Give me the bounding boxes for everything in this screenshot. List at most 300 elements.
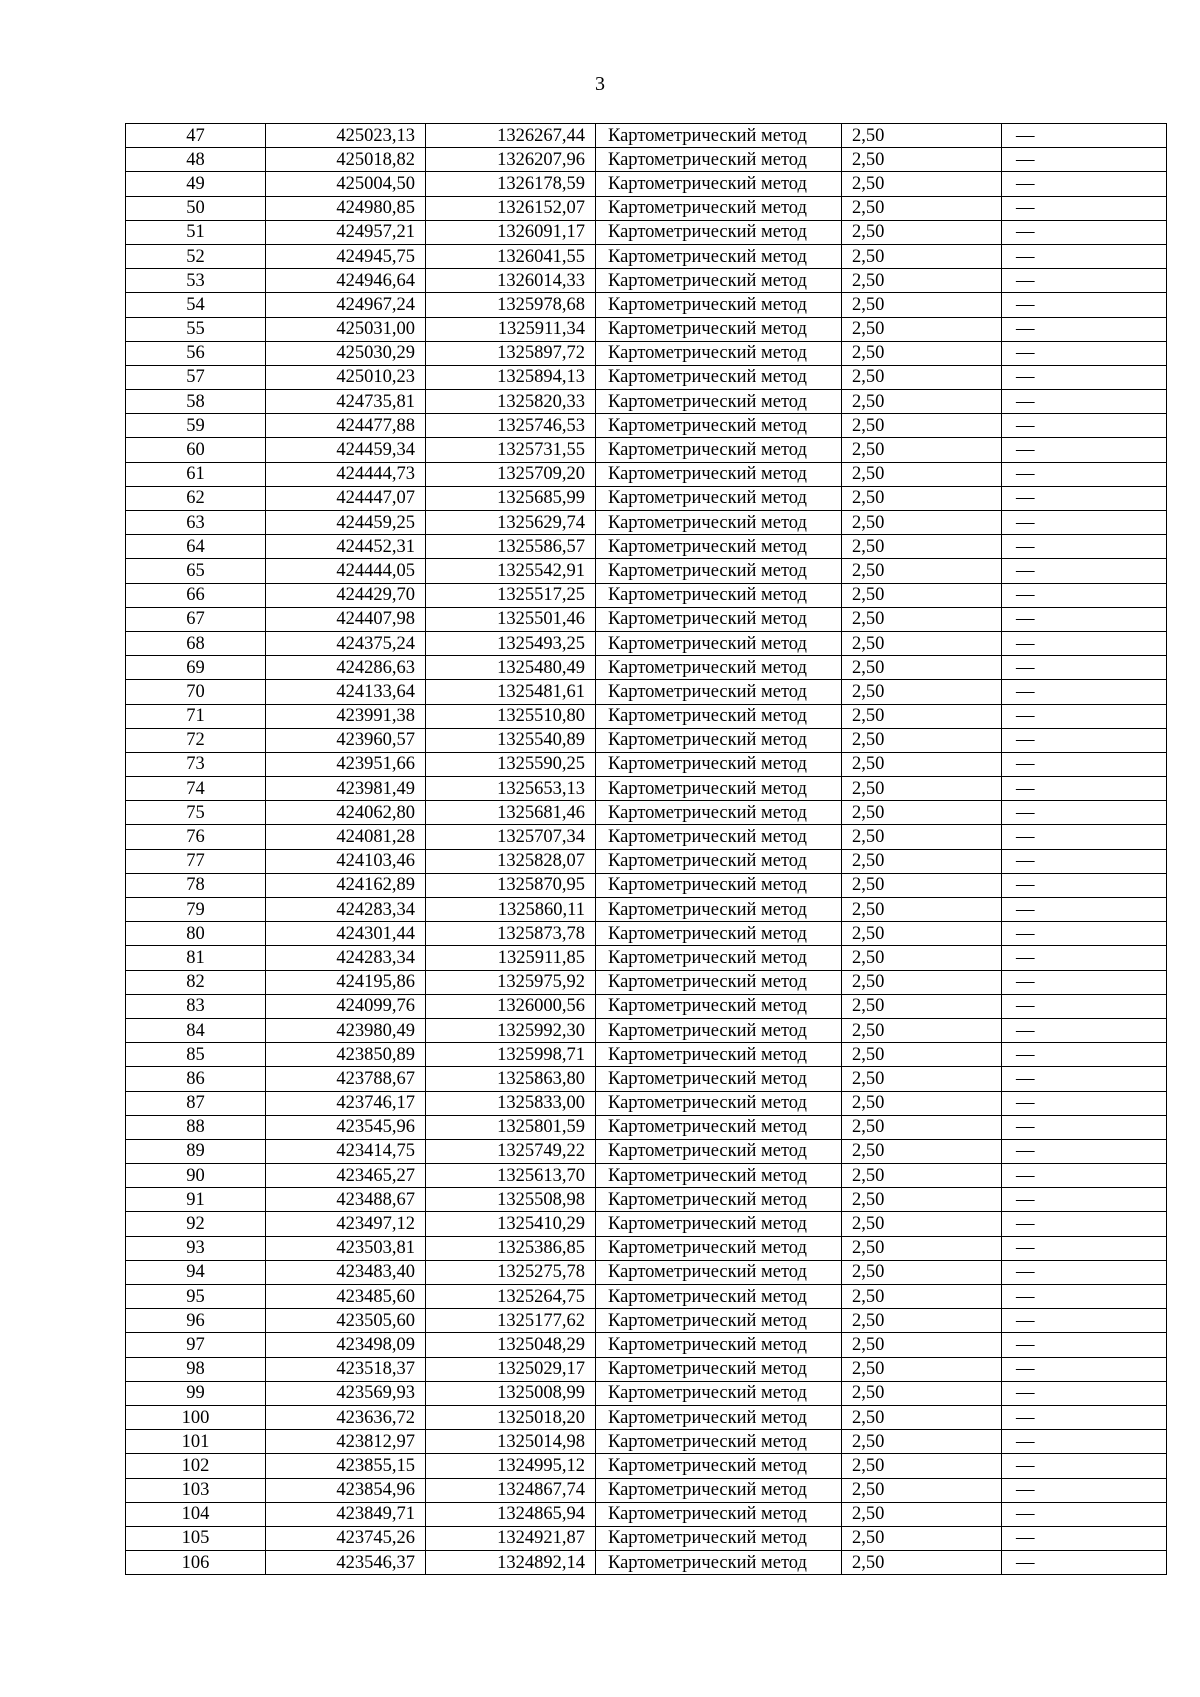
y-coordinate-cell: 1326207,96 — [426, 148, 596, 172]
method-cell: Картометрический метод — [596, 559, 842, 583]
accuracy-cell: 2,50 — [842, 1043, 1002, 1067]
accuracy-cell: 2,50 — [842, 1260, 1002, 1284]
description-cell: — — [1002, 486, 1167, 510]
method-cell: Картометрический метод — [596, 1454, 842, 1478]
x-coordinate-cell: 424283,34 — [266, 946, 426, 970]
point-number-cell: 89 — [126, 1139, 266, 1163]
accuracy-cell: 2,50 — [842, 704, 1002, 728]
description-cell: — — [1002, 414, 1167, 438]
accuracy-cell: 2,50 — [842, 390, 1002, 414]
description-cell: — — [1002, 1212, 1167, 1236]
accuracy-cell: 2,50 — [842, 1236, 1002, 1260]
table-row — [126, 365, 1167, 389]
description-cell: — — [1002, 390, 1167, 414]
table-row — [126, 317, 1167, 341]
description-cell: — — [1002, 124, 1167, 148]
x-coordinate-cell: 423854,96 — [266, 1478, 426, 1502]
x-coordinate-cell: 423483,40 — [266, 1260, 426, 1284]
method-cell: Картометрический метод — [596, 607, 842, 631]
table-row — [126, 124, 1167, 148]
table-row — [126, 1309, 1167, 1333]
y-coordinate-cell: 1325975,92 — [426, 970, 596, 994]
x-coordinate-cell: 423951,66 — [266, 752, 426, 776]
description-cell: — — [1002, 1526, 1167, 1550]
table-row — [126, 220, 1167, 244]
y-coordinate-cell: 1325707,34 — [426, 825, 596, 849]
y-coordinate-cell: 1325911,34 — [426, 317, 596, 341]
y-coordinate-cell: 1325828,07 — [426, 849, 596, 873]
point-number-cell: 52 — [126, 244, 266, 268]
accuracy-cell: 2,50 — [842, 970, 1002, 994]
description-cell: — — [1002, 1236, 1167, 1260]
y-coordinate-cell: 1325542,91 — [426, 559, 596, 583]
accuracy-cell: 2,50 — [842, 1091, 1002, 1115]
point-number-cell: 78 — [126, 873, 266, 897]
method-cell: Картометрический метод — [596, 1212, 842, 1236]
table-row — [126, 607, 1167, 631]
description-cell: — — [1002, 1357, 1167, 1381]
accuracy-cell: 2,50 — [842, 1067, 1002, 1091]
description-cell: — — [1002, 462, 1167, 486]
description-cell: — — [1002, 994, 1167, 1018]
accuracy-cell: 2,50 — [842, 1309, 1002, 1333]
table-row — [126, 1188, 1167, 1212]
accuracy-cell: 2,50 — [842, 1188, 1002, 1212]
table-row — [126, 1043, 1167, 1067]
x-coordinate-cell: 424444,05 — [266, 559, 426, 583]
table-row — [126, 777, 1167, 801]
accuracy-cell: 2,50 — [842, 124, 1002, 148]
point-number-cell: 99 — [126, 1381, 266, 1405]
table-row — [126, 631, 1167, 655]
method-cell: Картометрический метод — [596, 1333, 842, 1357]
method-cell: Картометрический метод — [596, 1188, 842, 1212]
page-number: 3 — [595, 73, 605, 95]
x-coordinate-cell: 424957,21 — [266, 220, 426, 244]
description-cell: — — [1002, 559, 1167, 583]
point-number-cell: 73 — [126, 752, 266, 776]
description-cell: — — [1002, 1381, 1167, 1405]
y-coordinate-cell: 1326000,56 — [426, 994, 596, 1018]
point-number-cell: 79 — [126, 898, 266, 922]
point-number-cell: 74 — [126, 777, 266, 801]
accuracy-cell: 2,50 — [842, 777, 1002, 801]
table-row — [126, 535, 1167, 559]
x-coordinate-cell: 425010,23 — [266, 365, 426, 389]
description-cell: — — [1002, 220, 1167, 244]
x-coordinate-cell: 424375,24 — [266, 631, 426, 655]
description-cell: — — [1002, 1115, 1167, 1139]
description-cell: — — [1002, 946, 1167, 970]
description-cell: — — [1002, 801, 1167, 825]
y-coordinate-cell: 1325501,46 — [426, 607, 596, 631]
table-row — [126, 1018, 1167, 1042]
accuracy-cell: 2,50 — [842, 486, 1002, 510]
x-coordinate-cell: 423518,37 — [266, 1357, 426, 1381]
description-cell: — — [1002, 535, 1167, 559]
y-coordinate-cell: 1326152,07 — [426, 196, 596, 220]
y-coordinate-cell: 1325586,57 — [426, 535, 596, 559]
description-cell: — — [1002, 341, 1167, 365]
method-cell: Картометрический метод — [596, 1381, 842, 1405]
accuracy-cell: 2,50 — [842, 1357, 1002, 1381]
y-coordinate-cell: 1325863,80 — [426, 1067, 596, 1091]
description-cell: — — [1002, 656, 1167, 680]
description-cell: — — [1002, 1164, 1167, 1188]
table-row — [126, 1139, 1167, 1163]
table-row — [126, 825, 1167, 849]
x-coordinate-cell: 424946,64 — [266, 269, 426, 293]
accuracy-cell: 2,50 — [842, 825, 1002, 849]
y-coordinate-cell: 1324995,12 — [426, 1454, 596, 1478]
x-coordinate-cell: 423788,67 — [266, 1067, 426, 1091]
y-coordinate-cell: 1325873,78 — [426, 922, 596, 946]
x-coordinate-cell: 425030,29 — [266, 341, 426, 365]
table-row — [126, 244, 1167, 268]
point-number-cell: 102 — [126, 1454, 266, 1478]
method-cell: Картометрический метод — [596, 486, 842, 510]
table-row — [126, 511, 1167, 535]
table-row — [126, 1212, 1167, 1236]
method-cell: Картометрический метод — [596, 365, 842, 389]
table-row — [126, 873, 1167, 897]
y-coordinate-cell: 1325629,74 — [426, 511, 596, 535]
x-coordinate-cell: 424283,34 — [266, 898, 426, 922]
description-cell: — — [1002, 438, 1167, 462]
method-cell: Картометрический метод — [596, 922, 842, 946]
method-cell: Картометрический метод — [596, 825, 842, 849]
point-number-cell: 91 — [126, 1188, 266, 1212]
method-cell: Картометрический метод — [596, 873, 842, 897]
point-number-cell: 63 — [126, 511, 266, 535]
table-row — [126, 1454, 1167, 1478]
accuracy-cell: 2,50 — [842, 583, 1002, 607]
description-cell: — — [1002, 317, 1167, 341]
y-coordinate-cell: 1325709,20 — [426, 462, 596, 486]
accuracy-cell: 2,50 — [842, 656, 1002, 680]
description-cell: — — [1002, 269, 1167, 293]
y-coordinate-cell: 1325685,99 — [426, 486, 596, 510]
description-cell: — — [1002, 752, 1167, 776]
accuracy-cell: 2,50 — [842, 317, 1002, 341]
method-cell: Картометрический метод — [596, 1043, 842, 1067]
x-coordinate-cell: 423414,75 — [266, 1139, 426, 1163]
accuracy-cell: 2,50 — [842, 148, 1002, 172]
method-cell: Картометрический метод — [596, 801, 842, 825]
point-number-cell: 72 — [126, 728, 266, 752]
description-cell: — — [1002, 293, 1167, 317]
accuracy-cell: 2,50 — [842, 1018, 1002, 1042]
table-row — [126, 704, 1167, 728]
y-coordinate-cell: 1325410,29 — [426, 1212, 596, 1236]
x-coordinate-cell: 424286,63 — [266, 656, 426, 680]
method-cell: Картометрический метод — [596, 196, 842, 220]
x-coordinate-cell: 424195,86 — [266, 970, 426, 994]
y-coordinate-cell: 1326091,17 — [426, 220, 596, 244]
table-row — [126, 922, 1167, 946]
method-cell: Картометрический метод — [596, 849, 842, 873]
point-number-cell: 77 — [126, 849, 266, 873]
point-number-cell: 62 — [126, 486, 266, 510]
description-cell: — — [1002, 1405, 1167, 1429]
table-row — [126, 1091, 1167, 1115]
y-coordinate-cell: 1324865,94 — [426, 1502, 596, 1526]
point-number-cell: 90 — [126, 1164, 266, 1188]
description-cell: — — [1002, 583, 1167, 607]
table-row — [126, 752, 1167, 776]
point-number-cell: 61 — [126, 462, 266, 486]
description-cell: — — [1002, 1333, 1167, 1357]
description-cell: — — [1002, 244, 1167, 268]
y-coordinate-cell: 1325510,80 — [426, 704, 596, 728]
description-cell: — — [1002, 1067, 1167, 1091]
y-coordinate-cell: 1325731,55 — [426, 438, 596, 462]
table-row — [126, 1115, 1167, 1139]
description-cell: — — [1002, 196, 1167, 220]
point-number-cell: 84 — [126, 1018, 266, 1042]
accuracy-cell: 2,50 — [842, 1212, 1002, 1236]
y-coordinate-cell: 1325275,78 — [426, 1260, 596, 1284]
point-number-cell: 94 — [126, 1260, 266, 1284]
method-cell: Картометрический метод — [596, 341, 842, 365]
x-coordinate-cell: 423980,49 — [266, 1018, 426, 1042]
point-number-cell: 54 — [126, 293, 266, 317]
accuracy-cell: 2,50 — [842, 801, 1002, 825]
point-number-cell: 101 — [126, 1430, 266, 1454]
table-row — [126, 656, 1167, 680]
method-cell: Картометрический метод — [596, 438, 842, 462]
point-number-cell: 56 — [126, 341, 266, 365]
y-coordinate-cell: 1325992,30 — [426, 1018, 596, 1042]
y-coordinate-cell: 1325801,59 — [426, 1115, 596, 1139]
accuracy-cell: 2,50 — [842, 1381, 1002, 1405]
y-coordinate-cell: 1325177,62 — [426, 1309, 596, 1333]
table-row — [126, 196, 1167, 220]
y-coordinate-cell: 1326267,44 — [426, 124, 596, 148]
y-coordinate-cell: 1326041,55 — [426, 244, 596, 268]
x-coordinate-cell: 423465,27 — [266, 1164, 426, 1188]
method-cell: Картометрический метод — [596, 1405, 842, 1429]
description-cell: — — [1002, 1188, 1167, 1212]
method-cell: Картометрический метод — [596, 656, 842, 680]
x-coordinate-cell: 425004,50 — [266, 172, 426, 196]
method-cell: Картометрический метод — [596, 1115, 842, 1139]
x-coordinate-cell: 423960,57 — [266, 728, 426, 752]
description-cell: — — [1002, 849, 1167, 873]
x-coordinate-cell: 424735,81 — [266, 390, 426, 414]
description-cell: — — [1002, 1478, 1167, 1502]
method-cell: Картометрический метод — [596, 220, 842, 244]
accuracy-cell: 2,50 — [842, 269, 1002, 293]
x-coordinate-cell: 425023,13 — [266, 124, 426, 148]
method-cell: Картометрический метод — [596, 535, 842, 559]
method-cell: Картометрический метод — [596, 414, 842, 438]
y-coordinate-cell: 1325749,22 — [426, 1139, 596, 1163]
point-number-cell: 93 — [126, 1236, 266, 1260]
x-coordinate-cell: 423849,71 — [266, 1502, 426, 1526]
table-row — [126, 1502, 1167, 1526]
table-row — [126, 1478, 1167, 1502]
point-number-cell: 66 — [126, 583, 266, 607]
point-number-cell: 64 — [126, 535, 266, 559]
x-coordinate-cell: 425018,82 — [266, 148, 426, 172]
x-coordinate-cell: 424477,88 — [266, 414, 426, 438]
y-coordinate-cell: 1325613,70 — [426, 1164, 596, 1188]
description-cell: — — [1002, 898, 1167, 922]
table-row — [126, 438, 1167, 462]
x-coordinate-cell: 423546,37 — [266, 1551, 426, 1575]
description-cell: — — [1002, 1091, 1167, 1115]
y-coordinate-cell: 1325008,99 — [426, 1381, 596, 1405]
method-cell: Картометрический метод — [596, 244, 842, 268]
table-row — [126, 269, 1167, 293]
accuracy-cell: 2,50 — [842, 535, 1002, 559]
method-cell: Картометрический метод — [596, 777, 842, 801]
y-coordinate-cell: 1324867,74 — [426, 1478, 596, 1502]
accuracy-cell: 2,50 — [842, 172, 1002, 196]
y-coordinate-cell: 1325493,25 — [426, 631, 596, 655]
method-cell: Картометрический метод — [596, 704, 842, 728]
table-row — [126, 1381, 1167, 1405]
description-cell: — — [1002, 777, 1167, 801]
table-row — [126, 148, 1167, 172]
point-number-cell: 75 — [126, 801, 266, 825]
method-cell: Картометрический метод — [596, 1502, 842, 1526]
table-row — [126, 849, 1167, 873]
table-row — [126, 414, 1167, 438]
point-number-cell: 51 — [126, 220, 266, 244]
x-coordinate-cell: 423498,09 — [266, 1333, 426, 1357]
point-number-cell: 86 — [126, 1067, 266, 1091]
point-number-cell: 87 — [126, 1091, 266, 1115]
method-cell: Картометрический метод — [596, 752, 842, 776]
method-cell: Картометрический метод — [596, 462, 842, 486]
method-cell: Картометрический метод — [596, 511, 842, 535]
point-number-cell: 53 — [126, 269, 266, 293]
accuracy-cell: 2,50 — [842, 293, 1002, 317]
x-coordinate-cell: 424133,64 — [266, 680, 426, 704]
x-coordinate-cell: 423488,67 — [266, 1188, 426, 1212]
y-coordinate-cell: 1325870,95 — [426, 873, 596, 897]
point-number-cell: 92 — [126, 1212, 266, 1236]
y-coordinate-cell: 1325911,85 — [426, 946, 596, 970]
table-row — [126, 946, 1167, 970]
y-coordinate-cell: 1325897,72 — [426, 341, 596, 365]
x-coordinate-cell: 423497,12 — [266, 1212, 426, 1236]
accuracy-cell: 2,50 — [842, 414, 1002, 438]
x-coordinate-cell: 424429,70 — [266, 583, 426, 607]
method-cell: Картометрический метод — [596, 994, 842, 1018]
x-coordinate-cell: 424945,75 — [266, 244, 426, 268]
y-coordinate-cell: 1325048,29 — [426, 1333, 596, 1357]
method-cell: Картометрический метод — [596, 946, 842, 970]
method-cell: Картометрический метод — [596, 1018, 842, 1042]
x-coordinate-cell: 423981,49 — [266, 777, 426, 801]
x-coordinate-cell: 424407,98 — [266, 607, 426, 631]
accuracy-cell: 2,50 — [842, 1502, 1002, 1526]
method-cell: Картометрический метод — [596, 1164, 842, 1188]
accuracy-cell: 2,50 — [842, 1405, 1002, 1429]
description-cell: — — [1002, 704, 1167, 728]
accuracy-cell: 2,50 — [842, 244, 1002, 268]
description-cell: — — [1002, 728, 1167, 752]
point-number-cell: 49 — [126, 172, 266, 196]
table-row — [126, 341, 1167, 365]
table-row — [126, 390, 1167, 414]
y-coordinate-cell: 1325894,13 — [426, 365, 596, 389]
table-row — [126, 1333, 1167, 1357]
x-coordinate-cell: 423812,97 — [266, 1430, 426, 1454]
y-coordinate-cell: 1325480,49 — [426, 656, 596, 680]
accuracy-cell: 2,50 — [842, 994, 1002, 1018]
description-cell: — — [1002, 970, 1167, 994]
point-number-cell: 71 — [126, 704, 266, 728]
description-cell: — — [1002, 631, 1167, 655]
table-row — [126, 1164, 1167, 1188]
table-row — [126, 1430, 1167, 1454]
method-cell: Картометрический метод — [596, 1309, 842, 1333]
description-cell: — — [1002, 1309, 1167, 1333]
description-cell: — — [1002, 607, 1167, 631]
table-row — [126, 293, 1167, 317]
point-number-cell: 48 — [126, 148, 266, 172]
x-coordinate-cell: 424444,73 — [266, 462, 426, 486]
x-coordinate-cell: 424447,07 — [266, 486, 426, 510]
method-cell: Картометрический метод — [596, 269, 842, 293]
accuracy-cell: 2,50 — [842, 559, 1002, 583]
table-row — [126, 462, 1167, 486]
method-cell: Картометрический метод — [596, 970, 842, 994]
method-cell: Картометрический метод — [596, 1430, 842, 1454]
description-cell: — — [1002, 680, 1167, 704]
x-coordinate-cell: 423505,60 — [266, 1309, 426, 1333]
point-number-cell: 47 — [126, 124, 266, 148]
point-number-cell: 98 — [126, 1357, 266, 1381]
x-coordinate-cell: 423745,26 — [266, 1526, 426, 1550]
point-number-cell: 69 — [126, 656, 266, 680]
x-coordinate-cell: 424081,28 — [266, 825, 426, 849]
x-coordinate-cell: 424301,44 — [266, 922, 426, 946]
method-cell: Картометрический метод — [596, 148, 842, 172]
accuracy-cell: 2,50 — [842, 1285, 1002, 1309]
x-coordinate-cell: 425031,00 — [266, 317, 426, 341]
method-cell: Картометрический метод — [596, 1357, 842, 1381]
description-cell: — — [1002, 1139, 1167, 1163]
accuracy-cell: 2,50 — [842, 462, 1002, 486]
accuracy-cell: 2,50 — [842, 752, 1002, 776]
point-number-cell: 55 — [126, 317, 266, 341]
accuracy-cell: 2,50 — [842, 873, 1002, 897]
y-coordinate-cell: 1325998,71 — [426, 1043, 596, 1067]
description-cell: — — [1002, 873, 1167, 897]
description-cell: — — [1002, 1502, 1167, 1526]
accuracy-cell: 2,50 — [842, 1139, 1002, 1163]
x-coordinate-cell: 423485,60 — [266, 1285, 426, 1309]
table-row — [126, 583, 1167, 607]
table-row — [126, 1236, 1167, 1260]
description-cell: — — [1002, 365, 1167, 389]
table-row — [126, 1526, 1167, 1550]
description-cell: — — [1002, 172, 1167, 196]
point-number-cell: 106 — [126, 1551, 266, 1575]
description-cell: — — [1002, 1430, 1167, 1454]
description-cell: — — [1002, 1454, 1167, 1478]
x-coordinate-cell: 424459,25 — [266, 511, 426, 535]
point-number-cell: 76 — [126, 825, 266, 849]
table-row — [126, 1285, 1167, 1309]
y-coordinate-cell: 1325014,98 — [426, 1430, 596, 1454]
x-coordinate-cell: 424452,31 — [266, 535, 426, 559]
